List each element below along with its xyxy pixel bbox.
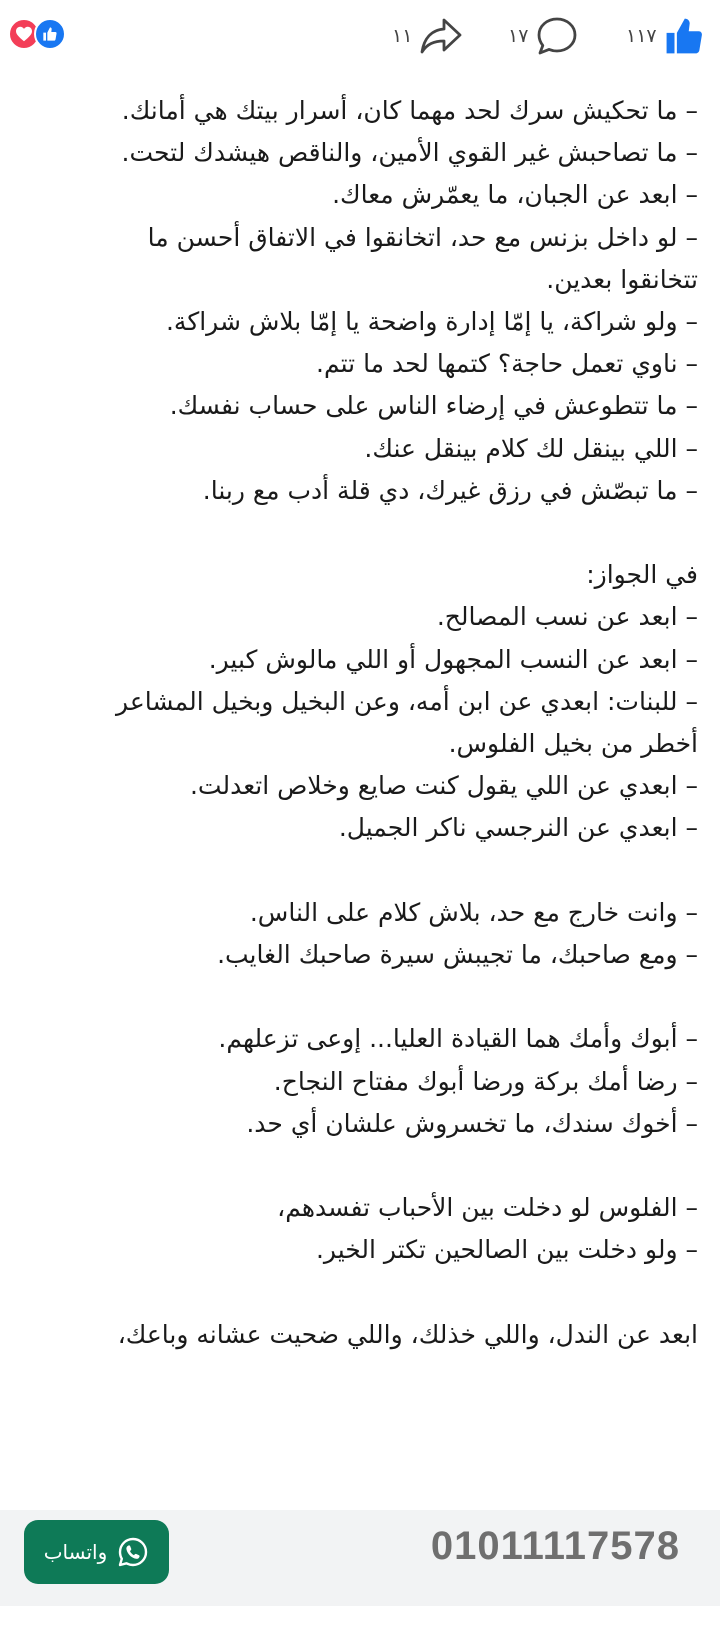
post-line: – ناوي تعمل حاجة؟ كتمها لحد ما تتم. [316,349,698,379]
post-line: – ولو شراكة، يا إمّا إدارة واضحة يا إمّا بلاش شراكة. [165,307,698,337]
like-reaction-icon [34,18,66,50]
post-line: – ابعد عن الجبان، ما يعمّرش معاك. [332,180,698,210]
blank-line [28,512,698,554]
post-line: – ما تصاحبش غير القوي الأمين، والناقص هيشدك لتحت. [121,138,698,168]
post-line: – وانت خارج مع حد، بلاش كلام على الناس. [249,897,698,927]
post-line: – أبوك وأمك هما القيادة العليا... إوعى تزعلهم. [218,1024,698,1054]
comment-count: ١٧ [508,25,529,47]
comment-icon [536,16,578,56]
reactions-summary[interactable] [8,16,78,52]
blank-line [28,976,698,1018]
phone-number[interactable]: 01011117578 [430,1524,680,1568]
post-line: – للبنات: ابعدي عن ابن أمه، وعن البخيل وبخيل المشاعر [116,686,698,716]
like-action[interactable] [626,14,703,58]
post-line: – الفلوس لو دخلت بين الأحباب تفسدهم، [277,1193,698,1223]
blank-line [28,850,698,892]
whatsapp-label: واتساب [43,1540,108,1564]
post-line: ابعد عن الندل، واللي خذلك، واللي ضحيت عشانه وباعك، [117,1319,698,1349]
post-line: – ما تتطوعش في إرضاء الناس على حساب نفسك. [169,391,698,421]
share-count: ١١ [392,25,413,47]
blank-line [28,1145,698,1187]
whatsapp-icon [117,1536,149,1568]
share-action[interactable] [392,14,462,58]
post-line: في الجواز: [586,560,698,590]
blank-line [28,1272,698,1314]
post-line: – رضا أمك بركة ورضا أبوك مفتاح النجاح. [273,1066,698,1096]
post-line: – أخوك سندك، ما تخسروش علشان أي حد. [246,1108,698,1138]
contact-bar [0,1510,720,1606]
like-icon [665,16,703,56]
post-line: تتخانقوا بعدين. [546,264,698,294]
post-text [28,90,698,1356]
post-line: – ما تحكيش سرك لحد مهما كان، أسرار بيتك هي أمانك. [121,96,698,125]
post-line: – ابعد عن النسب المجهول أو اللي مالوش كبير. [208,644,698,674]
post-line: – ولو دخلت بين الصالحين تكتر الخير. [315,1235,698,1265]
comment-action[interactable] [508,14,578,58]
like-count: ١١٧ [626,25,657,47]
post-line: – ما تبصّش في رزق غيرك، دي قلة أدب مع ربنا. [202,475,698,505]
whatsapp-button[interactable] [24,1520,169,1584]
post-line: – ابعدي عن اللي يقول كنت صايع وخلاص اتعدلت. [189,771,698,801]
post-line: – ابعد عن نسب المصالح. [436,602,698,632]
post-line: – ابعدي عن النرجسي ناكر الجميل. [338,813,698,843]
post-line: أخطر من بخيل الفلوس. [448,729,698,759]
post-line: – ومع صاحبك، ما تجيبش سيرة صاحبك الغايب. [217,940,698,970]
share-icon [420,17,462,55]
post-line: – اللي بينقل لك كلام بينقل عنك. [364,433,698,463]
post-line: – لو داخل بزنس مع حد، اتخانقوا في الاتفاق أحسن ما [147,222,698,252]
post-action-bar [0,0,720,72]
